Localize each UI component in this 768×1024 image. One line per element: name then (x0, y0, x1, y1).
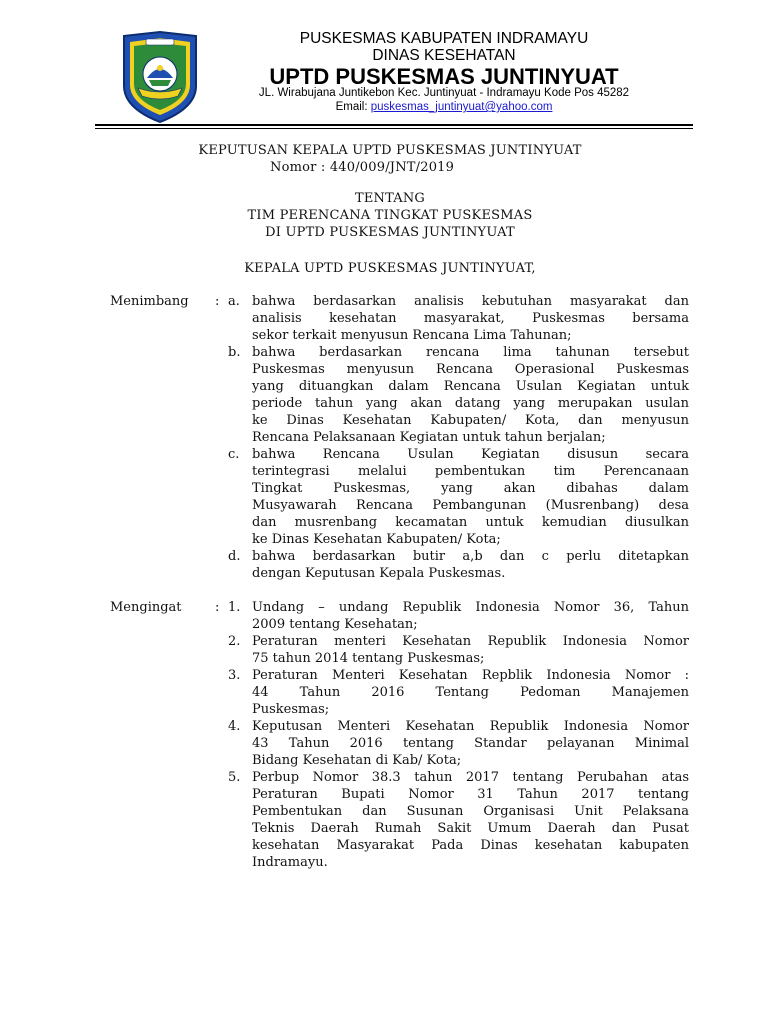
menimbang-item-line: bahwa berdasarkan rencana lima tahunan tersebut (252, 345, 689, 360)
mengingat-item-text (252, 599, 689, 633)
mengingat-item-line: 44 Tahun 2016 Tentang Pedoman Manajemen (252, 685, 689, 700)
menimbang-item-text (252, 548, 689, 582)
menimbang-item-line: ke Dinas Kesehatan Kabupaten/ Kota; (252, 532, 501, 547)
menimbang-item-line: analisis kesehatan masyarakat, Puskesmas bersama (252, 311, 689, 326)
mengingat-item-line: Teknis Daerah Rumah Sakit Umum Daerah dan Pusat (252, 821, 689, 836)
mengingat-label: Mengingat (110, 600, 182, 615)
menimbang-item-line: bahwa Rencana Usulan Kegiatan disusun secara (252, 447, 689, 462)
letterhead-divider-thin (95, 128, 693, 129)
mengingat-item-line: 75 tahun 2014 tentang Puskesmas; (252, 651, 485, 666)
agency-name: PUSKESMAS KABUPATEN INDRAMAYU (299, 30, 589, 47)
menimbang-item-line: sekor terkait menyusun Rencana Lima Tahunan; (252, 328, 572, 343)
office-name: UPTD PUSKESMAS JUNTINYUAT (269, 64, 619, 89)
menimbang-item-line: Rencana Pelaksanaan Kegiatan untuk tahun berjalan; (252, 430, 606, 445)
mengingat-item-line: Pembentukan dan Susunan Organisasi Unit Pelaksana (252, 804, 689, 819)
office-address: JL. Wirabujana Juntikebon Kec. Juntinyuat - Indramayu Kode Pos 45282 (258, 87, 630, 99)
mengingat-item-line: 2009 tentang Kesehatan; (252, 617, 418, 632)
menimbang-item-marker: a. (228, 294, 240, 309)
menimbang-item-marker: c. (228, 447, 240, 462)
mengingat-item-line: Keputusan Menteri Kesehatan Republik Indonesia Nomor (252, 719, 689, 734)
email-link[interactable]: puskesmas_juntinyuat@yahoo.com (370, 101, 553, 113)
menimbang-item-line: yang dituangkan dalam Rencana Usulan Kegiatan untuk (252, 379, 689, 394)
mengingat-item-text (252, 718, 689, 769)
mengingat-item-marker: 5. (228, 770, 241, 785)
email-label: Email: (335, 101, 371, 113)
mengingat-item-line: Perbup Nomor 38.3 tahun 2017 tentang Perubahan atas (252, 770, 689, 785)
mengingat-colon: : (215, 600, 220, 615)
menimbang-item-line: Puskesmas menyusun Rencana Operasional Puskesmas (252, 362, 689, 377)
mengingat-item-line: Puskesmas; (252, 702, 330, 717)
menimbang-label: Menimbang (110, 294, 189, 309)
mengingat-item-marker: 2. (228, 634, 241, 649)
mengingat-item-marker: 3. (228, 668, 241, 683)
mengingat-item-marker: 1. (228, 600, 241, 615)
menimbang-item-line: dengan Keputusan Kepala Puskesmas. (252, 566, 506, 581)
mengingat-item-line: Peraturan Bupati Nomor 31 Tahun 2017 tentang (252, 787, 689, 802)
mengingat-item-line: Peraturan menteri Kesehatan Republik Indonesia Nomor (252, 634, 689, 649)
decree-title: KEPUTUSAN KEPALA UPTD PUSKESMAS JUNTINYUAT (198, 143, 582, 158)
menimbang-item-line: ke Dinas Kesehatan Kabupaten/ Kota, dan menyusun (252, 413, 689, 428)
menimbang-item-text (252, 293, 689, 344)
mengingat-item-text (252, 667, 689, 718)
decree-subject: TIM PERENCANA TINGKAT PUSKESMAS (247, 208, 533, 223)
menimbang-item-line: terintegrasi melalui pembentukan tim Perencanaan (252, 464, 689, 479)
menimbang-item-text (252, 446, 689, 548)
menimbang-item-line: Tingkat Puskesmas, yang akan dibahas dalam (252, 481, 689, 496)
menimbang-item-text (252, 344, 689, 446)
department-name: DINAS KESEHATAN (372, 47, 516, 64)
letterhead-divider (95, 124, 693, 126)
menimbang-item-line: periode tahun yang akan datang yang merupakan usulan (252, 396, 689, 411)
menimbang-item-line: bahwa berdasarkan butir a,b dan c perlu ditetapkan (252, 549, 689, 564)
menimbang-item-line: Musyawarah Rencana Pembangunan (Musrenbang) desa (252, 498, 689, 513)
email-line (220, 100, 668, 114)
menimbang-item-marker: b. (228, 345, 241, 360)
menimbang-item-line: bahwa berdasarkan analisis kebutuhan masyarakat dan (252, 294, 689, 309)
mengingat-item-line: Peraturan Menteri Kesehatan Repblik Indonesia Nomor : (252, 668, 689, 683)
menimbang-colon: : (215, 294, 220, 309)
mengingat-item-line: kesehatan Masyarakat Pada Dinas kesehatan kabupaten (252, 838, 689, 853)
issuer-heading: KEPALA UPTD PUSKESMAS JUNTINYUAT, (244, 261, 536, 276)
about-label: TENTANG (354, 191, 426, 206)
indramayu-regency-emblem-icon (118, 30, 202, 124)
mengingat-item-marker: 4. (228, 719, 241, 734)
mengingat-item-text (252, 633, 689, 667)
mengingat-item-line: Bidang Kesehatan di Kab/ Kota; (252, 753, 462, 768)
mengingat-item-line: Indramayu. (252, 855, 328, 870)
decree-number: Nomor : 440/009/JNT/2019 (270, 160, 455, 175)
mengingat-item-text (252, 769, 689, 871)
menimbang-item-marker: d. (228, 549, 241, 564)
menimbang-item-line: dan musrenbang kecamatan untuk kemudian diusulkan (252, 515, 689, 530)
mengingat-item-line: 43 Tahun 2016 tentang Standar pelayanan Minimal (252, 736, 689, 751)
decree-subject-location: DI UPTD PUSKESMAS JUNTINYUAT (265, 225, 515, 240)
mengingat-item-line: Undang – undang Republik Indonesia Nomor 36, Tahun (252, 600, 689, 615)
